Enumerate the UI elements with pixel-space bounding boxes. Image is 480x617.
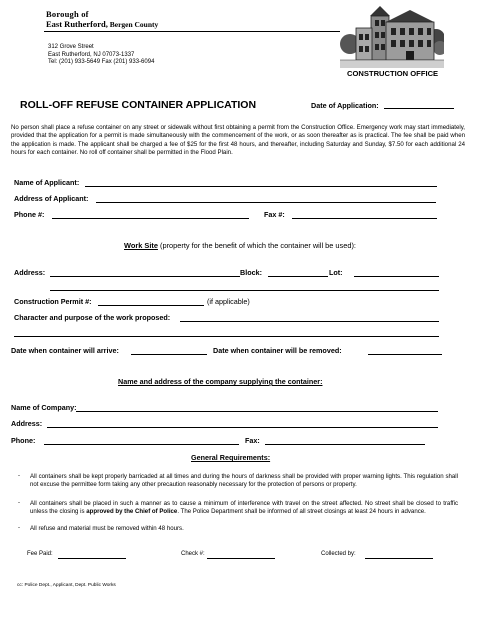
character-purpose-label: Character and purpose of the work proposed:: [14, 313, 171, 322]
company-name-field[interactable]: [76, 411, 438, 412]
requirement-item-2: [30, 500, 458, 516]
requirements-heading: General Requirements:: [191, 453, 271, 462]
requirement-bullet-2: -: [18, 500, 20, 506]
requirement-item-2-bold: approved by the Chief of Police: [86, 508, 178, 516]
character-purpose-line2[interactable]: [14, 336, 439, 337]
work-site-heading-bold: Work Site: [124, 241, 158, 250]
requirement-bullet-1: -: [18, 473, 20, 479]
company-heading: Name and address of the company supplying the container:: [118, 377, 323, 386]
check-number-field[interactable]: [207, 558, 275, 559]
block-field[interactable]: [268, 276, 328, 277]
company-address-label: Address:: [11, 419, 43, 428]
character-purpose-field[interactable]: [180, 321, 439, 322]
requirement-bullet-3: -: [18, 525, 20, 531]
cc-note: cc: Police Dept., Applicant, Dept. Public Works: [17, 583, 116, 588]
requirement-item-1: All containers shall be kept properly barricaded at all times and during the hours of darkness shall be provided with proper warning lights. This regulation shall not excuse the permittee form taking any other precaution reasonably necessary for the protection of persons or property.: [30, 473, 458, 489]
construction-permit-field[interactable]: [98, 305, 204, 306]
applicant-fax-label: Fax #:: [264, 210, 285, 219]
work-site-heading-rest: (property for the benefit of which the container will be used):: [157, 241, 356, 250]
work-site-address-field[interactable]: [50, 276, 240, 277]
company-fax-field[interactable]: [265, 444, 425, 445]
address-phone: Tel: (201) 933-5649 Fax (201) 933-6094: [48, 59, 155, 66]
permit-note: (if applicable): [207, 297, 250, 306]
construction-permit-label: Construction Permit #:: [14, 297, 92, 306]
arrive-date-label: Date when container will arrive:: [11, 346, 119, 355]
company-fax-label: Fax:: [245, 436, 260, 445]
fee-paid-field[interactable]: [58, 558, 126, 559]
address-city: East Rutherford, NJ 07073-1337: [48, 51, 135, 58]
lot-field[interactable]: [354, 276, 439, 277]
borough-line2: [46, 19, 158, 29]
arrive-date-field[interactable]: [131, 354, 207, 355]
check-number-label: Check #:: [181, 551, 205, 557]
office-label: CONSTRUCTION OFFICE: [347, 69, 439, 78]
company-address-field[interactable]: [47, 427, 438, 428]
applicant-phone-field[interactable]: [52, 218, 249, 219]
applicant-address-label: Address of Applicant:: [14, 194, 89, 203]
intro-paragraph: No person shall place a refuse container on any street or sidewalk without first obtaining a permit from the Construction Office. Emergency work may start immediately, provided that the application for a permit is made simultaneously with the commencement of the work, or as soon thereafter as is practical. The fee shall be paid when the application is made. The applicant shall be charged a fee of $25 for the first 48 hours, and thereafter, including Saturday and Sunday, $7.50 for each additional 24 hours for each container. No roll off container shall be permitted in the Flood Plain.: [11, 124, 465, 156]
header-rule: [44, 31, 340, 32]
borough-line1: Borough of: [46, 9, 89, 19]
borough-city: East Rutherford,: [46, 19, 108, 29]
building-illustration: [340, 4, 444, 68]
work-site-heading: [124, 241, 356, 250]
fee-paid-label: Fee Paid:: [27, 551, 53, 557]
applicant-fax-field[interactable]: [292, 218, 437, 219]
applicant-address-field[interactable]: [96, 202, 436, 203]
requirement-item-2-text-b: . The Police Department shall be informed of all street closings at least 24 hours in advance.: [177, 508, 426, 516]
company-phone-label: Phone:: [11, 436, 36, 445]
work-site-address-line2[interactable]: [50, 290, 439, 291]
removed-date-field[interactable]: [368, 354, 442, 355]
applicant-name-label: Name of Applicant:: [14, 178, 80, 187]
date-of-application-field[interactable]: [384, 108, 454, 109]
removed-date-label: Date when container will be removed:: [213, 346, 342, 355]
form-title: ROLL-OFF REFUSE CONTAINER APPLICATION: [20, 99, 257, 111]
work-site-address-label: Address:: [14, 268, 46, 277]
address-street: 312 Grove Street: [48, 44, 94, 50]
address-block: [48, 44, 154, 67]
collected-by-label: Collected by:: [321, 551, 356, 557]
borough-name: [46, 9, 89, 19]
applicant-name-field[interactable]: [85, 186, 437, 187]
requirement-item-3: All refuse and material must be removed within 48 hours.: [30, 525, 184, 532]
company-phone-field[interactable]: [44, 444, 239, 445]
company-name-label: Name of Company:: [11, 403, 77, 412]
collected-by-field[interactable]: [365, 558, 433, 559]
lot-label: Lot:: [329, 268, 343, 277]
block-label: Block:: [240, 268, 262, 277]
applicant-phone-label: Phone #:: [14, 210, 45, 219]
requirement-item-2-text-a: All containers shall be placed in such a manner as to cause a minimum of interference with travel on the street affected. No street shall be closed to traffic unless the closing is: [30, 500, 458, 516]
borough-county: Bergen County: [107, 20, 159, 29]
date-of-application-label: Date of Application:: [311, 101, 379, 110]
